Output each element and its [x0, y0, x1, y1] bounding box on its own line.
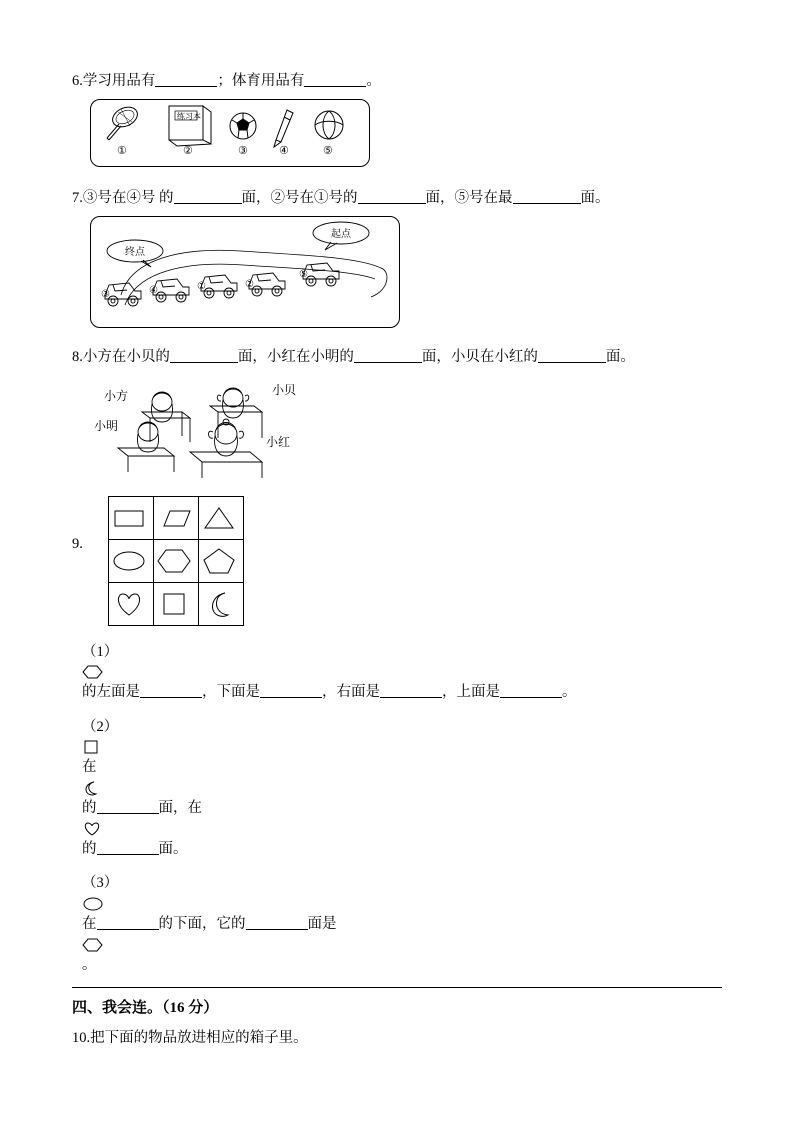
q6-num-1: ①: [117, 145, 127, 158]
car-number-2: ②: [245, 279, 254, 291]
q7-part3: 面，⑤号在最: [425, 190, 513, 207]
q7-blank-1[interactable]: [174, 189, 242, 205]
question-10-text: 10.把下面的物品放进相应的箱子里。: [72, 1030, 308, 1047]
q9-sub1-blank-2[interactable]: [260, 683, 322, 699]
q9-sub3-c: 的下面，它的: [158, 916, 246, 933]
table-row: [109, 539, 244, 582]
page-content: [72, 70, 722, 1057]
question-8-figure: [90, 376, 722, 486]
q6-suffix: 。: [366, 73, 381, 89]
q7-race-svg: [91, 217, 399, 327]
cell-rectangle: [109, 496, 154, 539]
soccer-ball-icon: [230, 113, 256, 139]
car-icon-4: [249, 273, 285, 296]
car-icon-2: [153, 279, 189, 302]
moon-icon: [82, 780, 100, 796]
q8-classroom-svg: [90, 376, 350, 486]
q9-number: 9.: [72, 535, 83, 552]
q6-mid: ；体育用品有: [217, 73, 305, 89]
car-number-1: ①: [197, 281, 206, 293]
q9-sub2-blank-2[interactable]: [97, 839, 159, 855]
q9-sub2-a: （2）: [82, 718, 119, 735]
cell-pentagon: [199, 539, 244, 582]
q9-sub3-blank-2[interactable]: [246, 915, 308, 931]
q6-blank-1[interactable]: [155, 72, 217, 88]
q7-part1: 7.③号在④号 的: [72, 190, 174, 207]
q6-box: [90, 99, 370, 167]
q8-blank-1[interactable]: [170, 348, 238, 364]
q9-sub1-f: 。: [562, 684, 577, 701]
question-7-figure: [90, 216, 722, 328]
table-row: [109, 582, 244, 625]
q8-blank-3[interactable]: [538, 348, 606, 364]
q9-sub3-blank-1[interactable]: [97, 915, 159, 931]
q9-sub1: [72, 640, 722, 705]
q6-blank-2[interactable]: [304, 72, 366, 88]
q9-sub1-blank-1[interactable]: [140, 683, 202, 699]
q7-part2: 面，②号在①号的: [241, 190, 358, 207]
q9-sub3: [72, 871, 722, 977]
cell-hexagon: [154, 539, 199, 582]
q8-part2: 面，小红在小明的: [237, 349, 354, 366]
q9-sub2-blank-1[interactable]: [97, 799, 159, 815]
q6-num-2: ②: [183, 145, 193, 158]
beach-ball-icon: [315, 111, 343, 139]
q9-sub1-e: ，上面是: [442, 684, 500, 701]
q9-sub2-b: 在: [82, 759, 97, 776]
q9-sub1-b: 的左面是: [82, 684, 140, 701]
start-label: 起点: [331, 229, 351, 241]
hexagon-icon: [82, 937, 104, 953]
q9-sub3-a: （3）: [82, 875, 119, 892]
label-xiaobei: 小贝: [272, 382, 297, 397]
pencil-icon: [274, 110, 293, 147]
label-xiaohong: 小红: [266, 434, 291, 449]
q9-sub2-c: 的: [82, 800, 97, 817]
q9-sub1-a: （1）: [82, 643, 119, 660]
cell-triangle: [199, 496, 244, 539]
question-9-figure-row: [72, 496, 722, 626]
q9-sub3-b: 在: [82, 916, 97, 933]
cell-moon: [199, 582, 244, 625]
q8-part4: 面。: [605, 349, 635, 366]
q9-sub1-c: ，下面是: [202, 684, 260, 701]
question-8-text: [72, 346, 722, 369]
q7-box: [90, 216, 400, 328]
q7-blank-2[interactable]: [358, 189, 426, 205]
section-4-title: 四、我会连。（16 分）: [72, 1000, 219, 1017]
q9-sub1-blank-3[interactable]: [380, 683, 442, 699]
q9-sub1-blank-4[interactable]: [500, 683, 562, 699]
q6-num-5: ⑤: [323, 145, 333, 158]
car-number-5: ⑤: [299, 269, 308, 281]
ellipse-icon: [82, 896, 104, 912]
cell-parallelogram: [154, 496, 199, 539]
q7-blank-3[interactable]: [513, 189, 581, 205]
q7-part4: 面。: [580, 190, 610, 207]
end-label: 终点: [125, 247, 145, 259]
racket-icon: [107, 104, 141, 141]
heart-icon: [82, 821, 102, 837]
question-6-figure: [90, 99, 722, 167]
question-6-text: [72, 70, 722, 93]
q9-sub2: [72, 715, 722, 862]
q9-sub3-e: 。: [82, 956, 97, 973]
car-icon-5: [303, 263, 339, 286]
q9-sub2-f: 面。: [158, 840, 188, 857]
car-icon-1: [105, 283, 141, 306]
notebook-label: 练习本: [177, 112, 201, 122]
q6-prefix: 6.学习用品有: [72, 73, 156, 89]
cell-heart: [109, 582, 154, 625]
car-number-4: ④: [149, 285, 158, 297]
q6-num-3: ③: [238, 145, 248, 158]
q9-sub1-d: ，右面是: [322, 684, 380, 701]
label-xiaofang: 小方: [104, 388, 129, 403]
car-icon-3: [201, 275, 237, 298]
q9-sub2-d: 面，在: [158, 800, 202, 817]
section-divider: [72, 987, 722, 988]
car-number-3: ③: [101, 289, 110, 301]
question-7-text: [72, 187, 722, 210]
q9-sub3-d: 面是: [307, 916, 337, 933]
table-row: [109, 496, 244, 539]
q8-part3: 面，小贝在小红的: [421, 349, 538, 366]
cell-ellipse: [109, 539, 154, 582]
q8-blank-2[interactable]: [354, 348, 422, 364]
square-icon: [82, 739, 100, 755]
q9-shape-grid: [108, 496, 244, 626]
hexagon-icon: [82, 664, 104, 680]
q9-sub2-e: 的: [82, 840, 97, 857]
label-xiaoming: 小明: [94, 418, 119, 433]
cell-square: [154, 582, 199, 625]
q6-num-4: ④: [279, 145, 289, 158]
q8-part1: 8.小方在小贝的: [72, 349, 170, 366]
